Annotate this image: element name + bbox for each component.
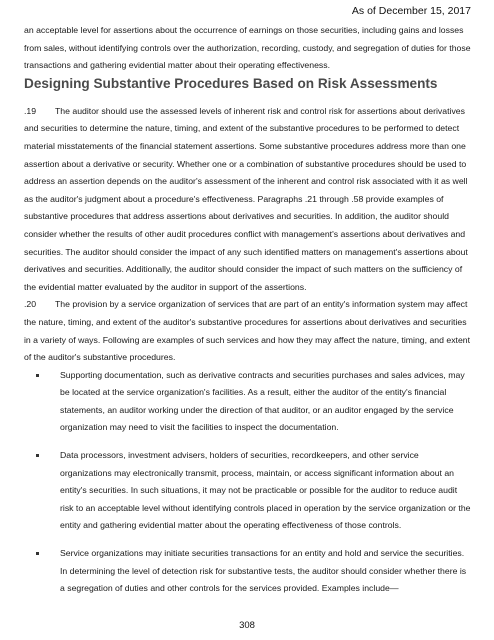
list-item-text: Supporting documentation, such as derivative contracts and securities purchases and sales advices, may be located at the service organization's facilities. As a result, either the auditor of the entity's financial statements, an auditor working under the direction of that auditor, or an auditor engaged by the service organization may need to visit the facilities to inspect the documentation. bbox=[60, 369, 465, 433]
list-item bbox=[24, 367, 472, 437]
square-bullet-icon bbox=[36, 374, 39, 377]
list-item bbox=[24, 447, 472, 535]
document-body bbox=[24, 22, 472, 608]
paragraph-20 bbox=[24, 296, 472, 366]
paragraph-19 bbox=[24, 103, 472, 297]
paragraph-text: The auditor should use the assessed levels of inherent risk and control risk for assertions about derivatives and securities to determine the nature, timing, and extent of the substantive procedures to be performed to detect material misstatements of the financial statement assertions. Some substantive procedures address more than one assertion about a derivative or security. Whether one or a combination of substantive procedures should be used to address an assertion depends on the auditor's assessment of the inherent and control risk associated with it as well as the auditor's judgment about a procedure's effectiveness. Paragraphs .21 through .58 provide examples of substantive procedures that address assertions about derivatives and securities. In addition, the auditor should consider whether the results of other audit procedures conflict with management's assertions about derivatives and securities. The auditor should consider the impact of any such identified matters on management's assertions about derivatives and securities. Additionally, the auditor should consider the impact of such matters on the sufficiency of the evidential matter evaluated by the auditor in support of the assertions. bbox=[24, 105, 468, 292]
header-date: As of December 15, 2017 bbox=[351, 5, 471, 17]
paragraph-number: .20 bbox=[24, 299, 37, 310]
list-item bbox=[24, 545, 472, 598]
square-bullet-icon bbox=[36, 454, 39, 457]
section-heading: Designing Substantive Procedures Based on Risk Assessments bbox=[24, 75, 438, 91]
bullet-list bbox=[24, 367, 472, 598]
page-number: 308 bbox=[239, 620, 255, 631]
list-item-text: Data processors, investment advisers, holders of securities, recordkeepers, and other service organizations may electronically transmit, process, maintain, or access significant information about an entity's securities. In such situations, it may not be practicable or possible for the auditor to reduce audit risk to an acceptable level without identifying controls placed in operation by the service organization or the entity and gathering evidential matter about the operating effectiveness of those controls. bbox=[60, 450, 471, 531]
paragraph-text: The provision by a service organization of services that are part of an entity's information system may affect the nature, timing, and extent of the auditor's substantive procedures for assertions about derivatives and securities in a variety of ways. Following are examples of such services and how they may affect the nature, timing, and extent of the auditor's substantive procedures. bbox=[24, 299, 471, 363]
list-item-text: Service organizations may initiate securities transactions for an entity and hold and service the securities. In determining the level of detection risk for substantive tests, the auditor should consider whether there is a segregation of duties and other controls for the services provided. Examples include— bbox=[60, 548, 467, 594]
square-bullet-icon bbox=[36, 552, 39, 555]
intro-paragraph: an acceptable level for assertions about the occurrence of earnings on those securities, including gains and losses from sales, without identifying controls over the authorization, recording, custody, and segregation of duties for those transactions and gathering evidential matter about their operating effectiveness. bbox=[24, 25, 471, 71]
paragraph-number: .19 bbox=[24, 105, 37, 116]
